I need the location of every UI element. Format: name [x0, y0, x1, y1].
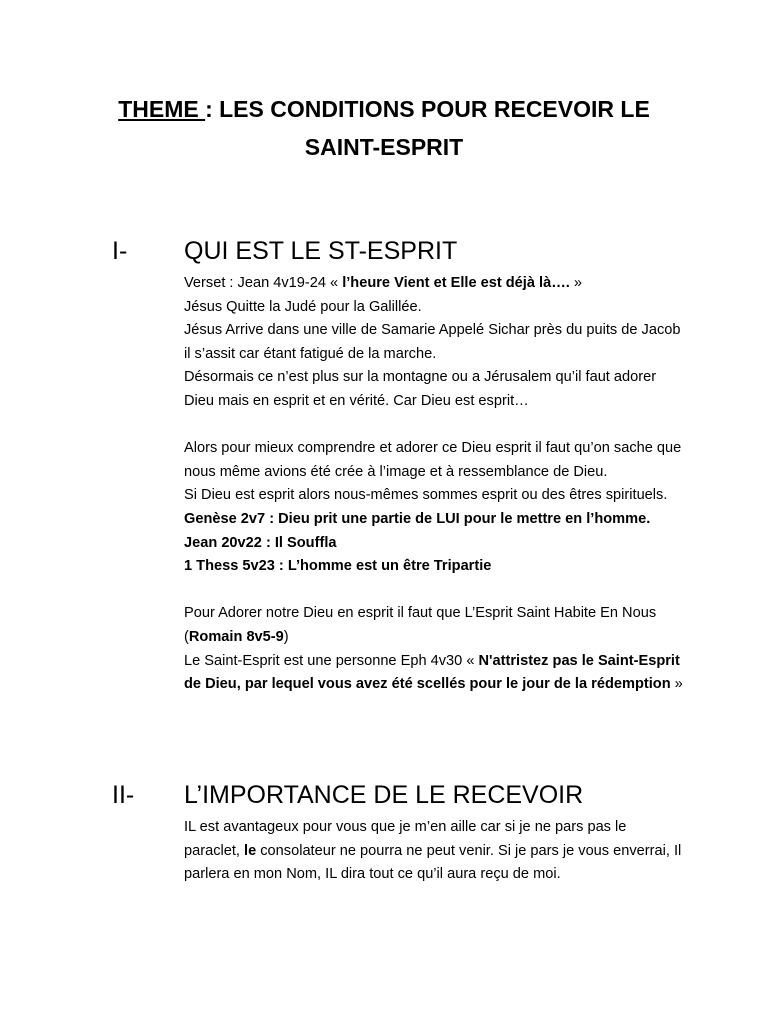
- paragraph: Jésus Arrive dans une ville de Samarie Appelé Sichar près du puits de Jacob il s’assit car étant fatigué de la marche.: [184, 322, 681, 362]
- paragraph-text: Pour Adorer notre Dieu en esprit il faut que L’Esprit Saint Habite En Nous (: [184, 605, 657, 645]
- paragraph-text: consolateur ne pourra ne peut venir. Si je pars je vous enverrai, Il parlera en mon Nom, IL dira tout ce qu’il aura reçu de moi.: [184, 842, 682, 883]
- paragraph-text: IL est avantageux pour vous que je m’en aille car si je ne pars pas le paraclet,: [184, 819, 627, 859]
- verse-prefix: Verset : Jean 4v19-24 «: [184, 275, 343, 291]
- verse-quote: l’heure Vient et Elle est déjà là….: [342, 275, 570, 291]
- section-2-body: [184, 816, 684, 887]
- spacer: [184, 414, 684, 438]
- paragraph: [184, 650, 684, 697]
- section-1-title: QUI EST LE ST-ESPRIT: [184, 237, 458, 265]
- title-line-1: [60, 90, 708, 128]
- paragraph-text: ): [283, 628, 289, 645]
- scripture-reference: 1 Thess 5v23 : L’homme est un être Tripartie: [184, 558, 492, 575]
- document-title: [60, 90, 708, 166]
- paragraph-text: Le Saint-Esprit est une personne Eph 4v30 «: [184, 652, 479, 669]
- paragraph: [184, 816, 684, 887]
- scripture-reference: Romain 8v5-9: [188, 628, 284, 645]
- section-1-number: I-: [112, 237, 128, 265]
- paragraph: [184, 555, 684, 579]
- paragraph: [184, 602, 684, 649]
- spacer: [184, 579, 684, 603]
- paragraph: [184, 484, 684, 555]
- paragraph-text: »: [670, 676, 683, 693]
- paragraph: Alors pour mieux comprendre et adorer ce Dieu esprit il faut qu’on sache que nous même avions été crée à l’image et à ressemblance de Dieu.: [184, 440, 682, 480]
- theme-label: THEME: [118, 96, 206, 122]
- title-line-2: SAINT-ESPRIT: [304, 134, 464, 160]
- paragraph-text: Si Dieu est esprit alors nous-mêmes sommes esprit ou des êtres spirituels.: [184, 487, 668, 504]
- scripture-reference: Genèse 2v7 : Dieu prit une partie de LUI pour le mettre en l’homme. Jean 20v22 : Il Souffla: [184, 510, 651, 551]
- section-1-body: [184, 272, 684, 697]
- bold-word: le: [244, 842, 257, 859]
- verse-suffix: »: [569, 275, 583, 291]
- section-1-heading: [112, 236, 457, 266]
- scripture-quote: N'attristez pas le Saint-Esprit de Dieu, par lequel vous avez été scellés pour le jour de la rédemption: [184, 652, 680, 693]
- section-2-heading: [112, 780, 583, 810]
- section-2-title: L’IMPORTANCE DE LE RECEVOIR: [184, 781, 584, 809]
- paragraph: Désormais ce n’est plus sur la montagne ou a Jérusalem qu’il faut adorer Dieu mais en esprit et en vérité. Car Dieu est esprit…: [184, 369, 657, 409]
- verse-reference: [184, 272, 684, 296]
- paragraph: Jésus Quitte la Judé pour la Galillée.: [184, 298, 422, 315]
- title-text: : LES CONDITIONS POUR RECEVOIR LE: [205, 96, 650, 122]
- section-2-number: II-: [112, 781, 135, 809]
